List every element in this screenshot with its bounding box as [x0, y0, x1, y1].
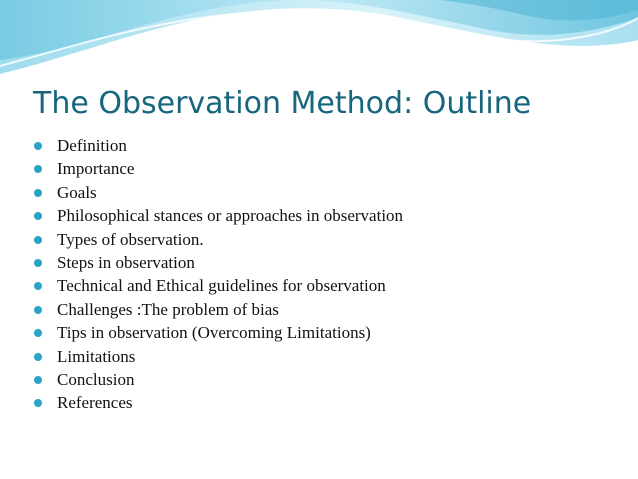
bullet-icon — [34, 282, 42, 290]
bullet-icon — [34, 189, 42, 197]
list-item — [34, 391, 403, 414]
list-item — [34, 321, 403, 344]
list-item-text: Challenges :The problem of bias — [57, 299, 279, 319]
bullet-icon — [34, 399, 42, 407]
list-item-text: Technical and Ethical guidelines for observation — [57, 276, 386, 296]
list-item-text: Steps in observation — [57, 252, 195, 272]
list-item-text: Philosophical stances or approaches in observation — [57, 206, 404, 226]
list-item-text: Tips in observation (Overcoming Limitations) — [57, 323, 371, 343]
list-item — [34, 345, 403, 368]
list-item-text: References — [57, 393, 133, 413]
header-wave-decoration — [0, 0, 638, 80]
list-item-text: Types of observation. — [57, 229, 204, 249]
list-item-text: Definition — [57, 136, 127, 155]
list-item-text: Limitations — [57, 346, 136, 366]
list-item — [34, 157, 403, 180]
list-item — [34, 298, 403, 321]
list-item — [34, 134, 403, 157]
list-item-text: Conclusion — [57, 369, 135, 389]
outline-list — [34, 134, 403, 415]
bullet-icon — [34, 306, 42, 314]
bullet-icon — [34, 165, 42, 173]
bullet-icon — [34, 212, 42, 220]
slide-title: The Observation Method: Outline — [33, 86, 532, 121]
list-item — [34, 181, 403, 204]
bullet-icon — [34, 259, 42, 267]
list-item — [34, 228, 403, 251]
list-item — [34, 204, 403, 227]
list-item-text: Importance — [57, 159, 135, 179]
list-item — [34, 368, 403, 391]
bullet-icon — [34, 142, 42, 150]
bullet-icon — [34, 353, 42, 361]
list-item-text: Goals — [57, 182, 97, 202]
list-item — [34, 274, 403, 297]
list-item — [34, 251, 403, 274]
bullet-icon — [34, 329, 42, 337]
bullet-icon — [34, 376, 42, 384]
bullet-icon — [34, 236, 42, 244]
